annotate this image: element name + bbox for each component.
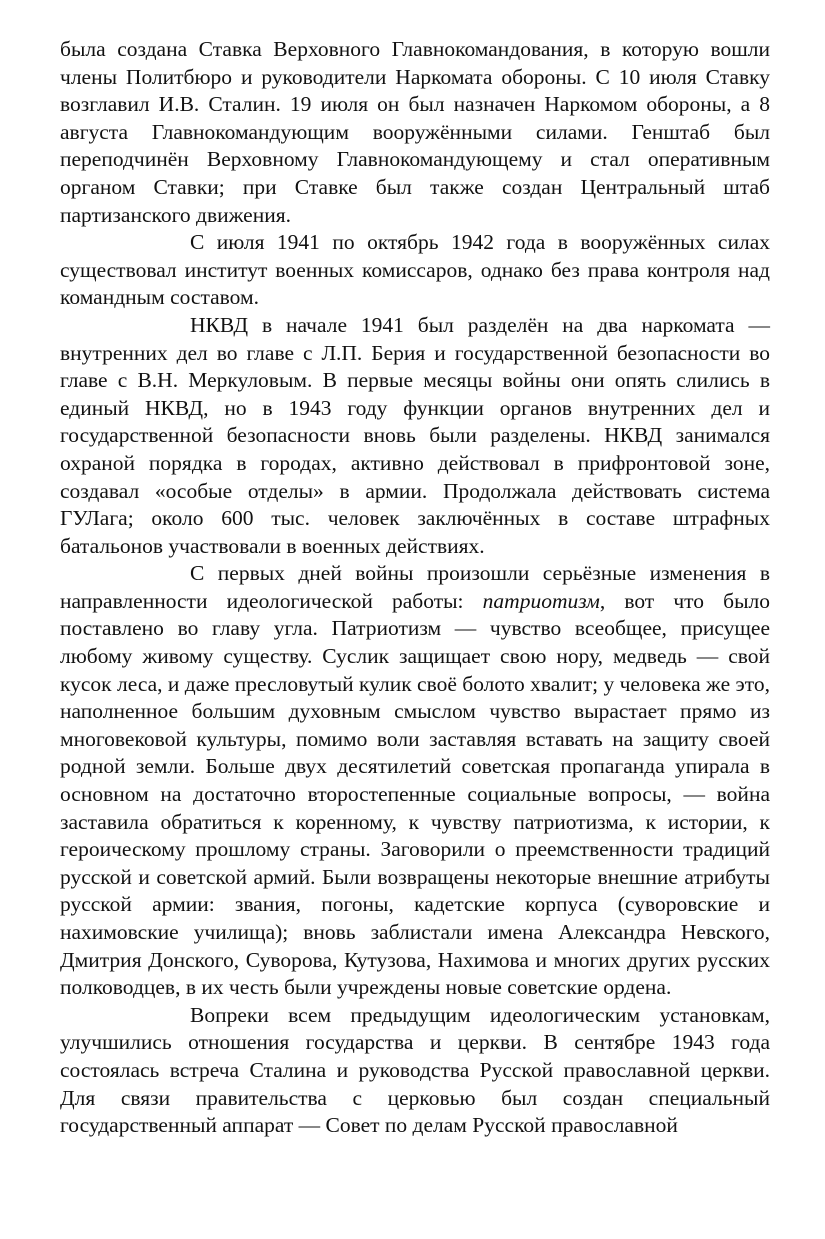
paragraph-text: С первых дней войны произошли серьёзные изменения в направленности идеологической работы: [60,561,770,613]
paragraph-nkvd [60,312,770,560]
paragraph-commissars [60,229,770,312]
paragraph-text: С июля 1941 по октябрь 1942 года в вооружённых силах существовал институт военных комиссаров, однако без права контроля над командным составом. [60,230,770,310]
document-page [60,36,770,1140]
paragraph-text: была создана Ставка Верховного Главнокомандования, в которую вошли члены Политбюро и руководители Наркомата обороны. С 10 июля Ставку возглавил И.В. Сталин. 19 июля он был назначен Наркомом обороны, а 8 августа Главнокомандующим вооружёнными силами. Генштаб был переподчинён Верховному Главнокомандующему и стал оперативным органом Ставки; при Ставке был также создан Центральный штаб партизанского движения. [60,37,770,227]
paragraph-text: , вот что было поставлено во главу угла. Патриотизм — чувство всеобщее, присущее любому живому существу. Суслик защищает свою нору, медведь — свой кусок леса, и даже пресловутый кулик своё болото хвалит; у человека же это, наполненное большим духовным смыслом чувство вырастает прямо из многовековой культуры, помимо воли заставляя вставать на защиту своей родной земли. Больше двух десятилетий советская пропаганда упирала в основном на достаточно второстепенные социальные вопросы, — война заставила обратиться к коренному, к чувству патриотизма, к истории, к героическому прошлому страны. Заговорили о преемственности традиций русской и советской армий. Были возвращены некоторые внешние атрибуты русской армии: звания, погоны, кадетские корпуса (суворовские и нахимовские училища); вновь заблистали имена Александра Невского, Дмитрия Донского, Суворова, Кутузова, Нахимова и многих других русских полководцев, в их честь были учреждены новые советские ордена. [60,588,770,1000]
paragraph-text: Вопреки всем предыдущим идеологическим установкам, улучшились отношения государства и церкви. В сентябре 1943 года состоялась встреча Сталина и руководства Русской православной церкви. Для связи правительства с церковью был создан специальный государственный аппарат — Совет по делам Русской православной [60,1002,770,1138]
italic-term: патриотизм [482,588,600,613]
paragraph-patriotism [60,560,770,1002]
paragraph-text: НКВД в начале 1941 был разделён на два наркомата — внутренних дел во главе с Л.П. Берия и государственной безопасности во главе с В.Н. Меркуловым. В первые месяцы войны они опять слились в единый НКВД, но в 1943 году функции органов внутренних дел и государственной безопасности вновь были разделены. НКВД занимался охраной порядка в городах, активно действовал в прифронтовой зоне, создавал «особые отделы» в армии. Продолжала действовать система ГУЛага; около 600 тыс. человек заключённых в составе штрафных батальонов участвовали в военных действиях. [60,312,770,558]
paragraph-stavka [60,36,770,229]
paragraph-church [60,1002,770,1140]
